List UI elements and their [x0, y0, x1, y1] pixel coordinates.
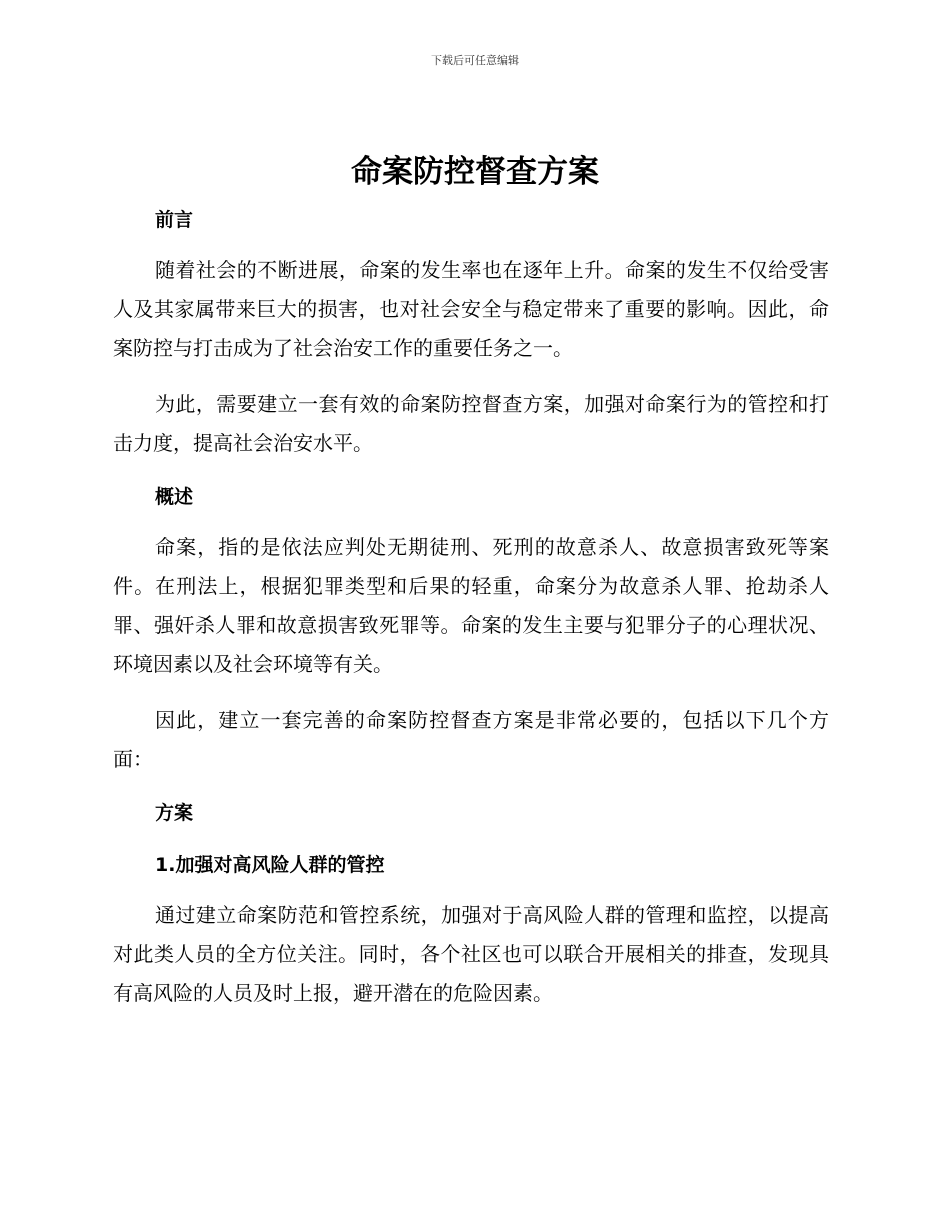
- paragraph: 通过建立命案防范和管控系统，加强对于高风险人群的管理和监控，以提高对此类人员的全方位关注。同时，各个社区也可以联合开展相关的排查，发现具有高风险的人员及时上报，避开潜在的危险因素。: [113, 903, 829, 1005]
- subsection-heading: 1.加强对高风险人群的管控: [155, 854, 385, 876]
- paragraph: 命案，指的是依法应判处无期徒刑、死刑的故意杀人、故意损害致死等案件。在刑法上，根据犯罪类型和后果的轻重，命案分为故意杀人罪、抢劫杀人罪、强奸杀人罪和故意损害致死罪等。命案的发生主要与犯罪分子的心理状况、环境因素以及社会环境等有关。: [113, 535, 829, 676]
- paragraph: 为此，需要建立一套有效的命案防控督查方案，加强对命案行为的管控和打击力度，提高社会治安水平。: [113, 392, 829, 455]
- page-header-note: 下载后可任意编辑: [431, 54, 519, 67]
- section-heading-preface: 前言: [155, 209, 194, 231]
- paragraph: 因此，建立一套完善的命案防控督查方案是非常必要的，包括以下几个方面：: [113, 708, 829, 771]
- document-body: [113, 199, 829, 1013]
- paragraph: 随着社会的不断进展，命案的发生率也在逐年上升。命案的发生不仅给受害人及其家属带来巨大的损害，也对社会安全与稳定带来了重要的影响。因此，命案防控与打击成为了社会治安工作的重要任务之一。: [113, 258, 829, 360]
- section-heading-overview: 概述: [155, 486, 194, 508]
- document-title: 命案防控督查方案: [351, 154, 599, 190]
- section-heading-plan: 方案: [155, 802, 194, 824]
